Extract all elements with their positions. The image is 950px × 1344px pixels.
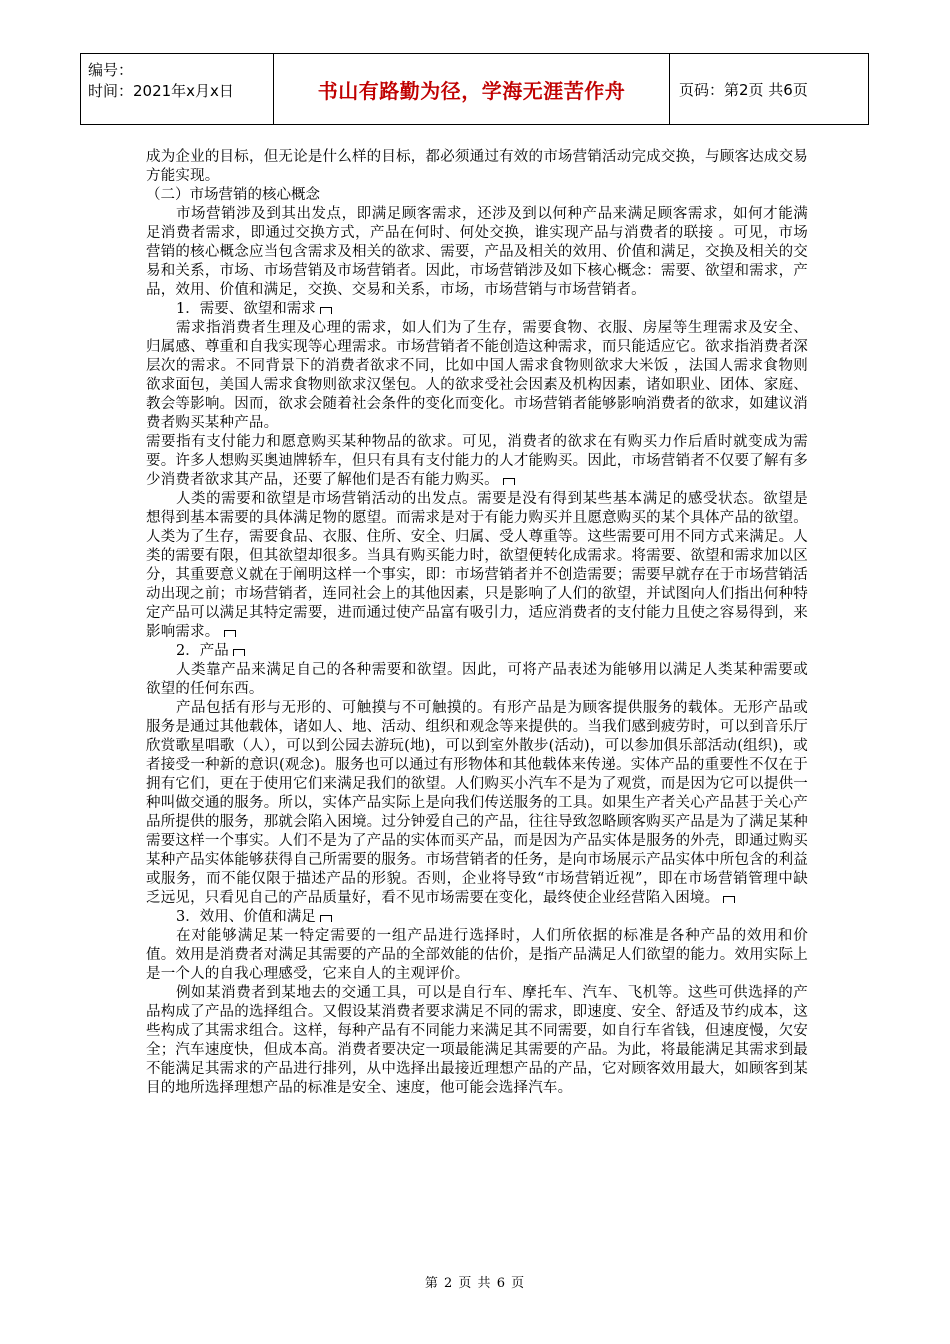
paragraph-mark-icon: [503, 478, 515, 485]
paragraph-mark-icon: [320, 307, 332, 314]
header-motto: 书山有路勤为径，学海无涯苦作舟: [274, 54, 670, 124]
header-meta: [81, 54, 274, 124]
paragraph: 人类的需要和欲望是市场营销活动的出发点。需要是没有得到某些基本满足的感受状态。欲望是想得到基本需要的具体满足物的愿望。而需求是对于有能力购买并且愿意购买的某个具体产品的欲望。人类为了生存，需要食品、衣服、住所、安全、归属、受人尊重等。这些需要可用不同方式来满足。人类的需要有限，但其欲望却很多。当具有购买能力时，欲望便转化成需求。将需要、欲望和需求加以区分，其重要意义就在于阐明这样一个事实，即：市场营销者并不创造需要；需要早就存在于市场营销活动出现之前；市场营销者，连同社会上的其他因素，只是影响了人们的欲望，并试图向人们指出何种特定产品可以满足其特定需要，进而通过使产品富有吸引力，适应消费者的支付能力且使之容易得到，来影响需求。: [146, 491, 808, 640]
paragraph: 成为企业的目标，但无论是什么样的目标，都必须通过有效的市场营销活动完成交换，与顾客达成交易方能实现。: [146, 149, 808, 184]
header-page-info: 页码：第2页 共6页: [679, 80, 808, 99]
header-table: [80, 53, 869, 125]
paragraph: 例如某消费者到某地去的交通工具，可以是自行车、摩托车、汽车、飞机等。这些可供选择的产品构成了产品的选择组合。又假设某消费者要求满足不同的需求，即速度、安全、舒适及节约成本，这些构成了其需求组合。这样，每种产品有不同能力来满足其不同需要，如自行车省钱，但速度慢，欠安全；汽车速度快，但成本高。消费者要决定一项最能满足其需要的产品。为此，将最能满足其需求到最不能满足其需求的产品进行排列，从中选择出最接近理想产品的产品，它对顾客效用最大，如顾客到某目的地所选择理想产品的标准是安全、速度，他可能会选择汽车。: [146, 985, 808, 1096]
document-time-label: 时间：2021年x月x日: [88, 82, 234, 100]
section-heading: （二）市场营销的核心概念: [146, 187, 320, 203]
subsection-heading: 3．效用、价值和满足: [146, 908, 808, 927]
paragraph-mark-icon: [233, 649, 245, 656]
paragraph-mark-icon: [723, 896, 735, 903]
paragraph: 需要指有支付能力和愿意购买某种物品的欲求。可见，消费者的欲求在有购买力作后盾时就变成为需要。许多人想购买奥迪牌轿车，但只有具有支付能力的人才能购买。因此，市场营销者不仅要了解有多少消费者欲求其产品，还要了解他们是否有能力购买。: [146, 434, 808, 488]
paragraph: 市场营销涉及到其出发点，即满足顾客需求，还涉及到以何种产品来满足顾客需求，如何才能满足消费者需求，即通过交换方式，产品在何时、何处交换，谁实现产品与消费者的联接 。可见，市场营销的核心概念应当包含需求及相关的欲求、需要，产品及相关的效用、价值和满足，交换及相关的交易和关系，市场、市场营销及市场营销者。因此，市场营销涉及如下核心概念：需要、欲望和需求，产品，效用、价值和满足，交换、交易和关系，市场，市场营销与市场营销者。: [146, 206, 808, 298]
paragraph-mark-icon: [320, 915, 332, 922]
subsection-heading: 1．需要、欲望和需求: [146, 300, 808, 319]
paragraph: 在对能够满足某一特定需要的一组产品进行选择时，人们所依据的标准是各种产品的效用和价值。效用是消费者对满足其需要的产品的全部效能的估价，是指产品满足人们欲望的能力。效用实际上是一个人的自我心理感受，它来自人的主观评价。: [146, 928, 808, 982]
page-footer: 第 2 页 共 6 页: [424, 1276, 526, 1291]
paragraph-mark-icon: [224, 630, 236, 637]
document-body: [146, 148, 808, 1098]
subsection-heading: 2．产品: [146, 642, 808, 661]
paragraph: 人类靠产品来满足自己的各种需要和欲望。因此，可将产品表述为能够用以满足人类某种需要或欲望的任何东西。: [146, 662, 808, 697]
paragraph: 需求指消费者生理及心理的需求，如人们为了生存，需要食物、衣服、房屋等生理需求及安全、 归属感、尊重和自我实现等心理需求。市场营销者不能创造这种需求，而只能适应它。欲求指消费者深层次的需求。不同背景下的消费者欲求不同，比如中国人需求食物则欲求大米饭 ，法国人需求食物则欲求面包，美国人需求食物则欲求汉堡包。人的欲求受社会因素及机构因素，诸如职业、团体、家庭、教会等影响。因而，欲求会随着社会条件的变化而变化。市场营销者能够影响消费者的欲求，如建议消费者购买某种产品。: [146, 320, 808, 431]
document-number-label: 编号：: [88, 61, 134, 79]
paragraph: 产品包括有形与无形的、可触摸与不可触摸的。有形产品是为顾客提供服务的载体。无形产品或服务是通过其他载体，诸如人、地、活动、组织和观念等来提供的。当我们感到疲劳时，可以到音乐厅欣赏歌星唱歌（人），可以到公园去游玩(地)，可以到室外散步(活动)，可以参加俱乐部活动(组织)，或者接受一种新的意识(观念)。服务也可以通过有形物体和其他载体来传递。实体产品的重要性不仅在于拥有它们，更在于使用它们来满足我们的欲望。人们购买小汽车不是为了观赏，而是因为它可以提供一种叫做交通的服务。所以，实体产品实际上是向我们传送服务的工具。如果生产者关心产品甚于关心产品所提供的服务，那就会陷入困境。过分钟爱自己的产品，往往导致忽略顾客购买产品是为了满足某种需要这样一个事实。人们不是为了产品的实体而买产品，而是因为产品实体是服务的外壳，即通过购买某种产品实体能够获得自己所需要的服务。市场营销者的任务，是向市场展示产品实体中所包含的利益或服务，而不能仅限于描述产品的形貌。否则，企业将导致“市场营销近视”，即在市场营销管理中缺乏远见，只看见自己的产品质量好，看不见市场需要在变化，最终使企业经营陷入困境。: [146, 700, 808, 906]
